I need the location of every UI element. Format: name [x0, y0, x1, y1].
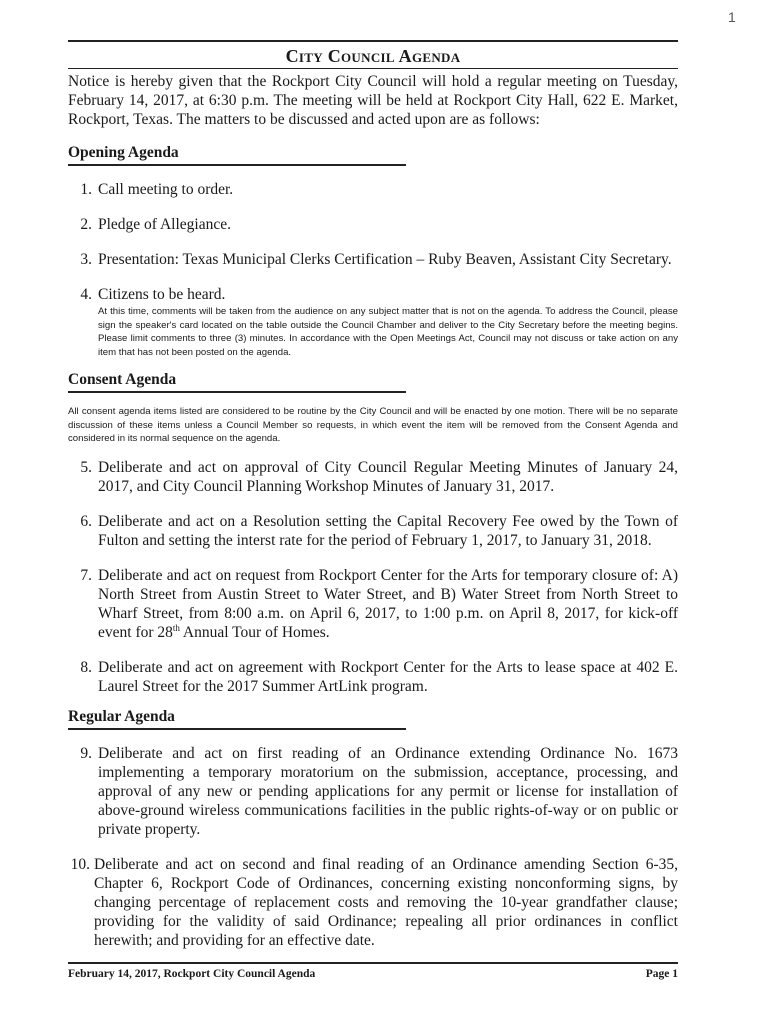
- item-number: 9.: [80, 744, 92, 762]
- agenda-item-8: [68, 658, 678, 696]
- agenda-item-10: [68, 855, 678, 950]
- page-number: 1: [728, 9, 736, 25]
- item-number: 6.: [80, 512, 92, 530]
- item-text: Presentation: Texas Municipal Clerks Certification – Ruby Beaven, Assistant City Secretary.: [98, 251, 672, 268]
- item-text: Call meeting to order.: [98, 181, 234, 198]
- item-text: Pledge of Allegiance.: [98, 216, 231, 233]
- item-text: Deliberate and act on agreement with Rockport Center for the Arts to lease space at 402 E. Laurel Street for the 2017 Summer ArtLink program.: [98, 658, 678, 695]
- consent-intro: All consent agenda items listed are considered to be routine by the City Council and will be enacted by one motion. There will be no separate discussion of these items unless a Council Member so requests, in which event the item will be removed from the Consent Agenda and considered in its normal sequence on the agenda.: [68, 406, 678, 444]
- title-underline: [68, 68, 678, 69]
- agenda-item-9: [68, 744, 678, 839]
- agenda-item-4: [68, 285, 678, 359]
- footer-page-label: Page 1: [645, 968, 678, 980]
- agenda-item-7: [68, 566, 678, 642]
- meeting-notice: Notice is hereby given that the Rockport City Council will hold a regular meeting on Tuesday, February 14, 2017, at 6:30 p.m. The meeting will be held at Rockport City Hall, 622 E. Market, Rockport, Texas. The matters to be discussed and acted upon are as follows:: [68, 73, 678, 128]
- item-number: 3.: [80, 251, 92, 268]
- opening-agenda-heading: Opening Agenda: [68, 144, 406, 166]
- footer-document-name: February 14, 2017, Rockport City Council Agenda: [68, 968, 316, 980]
- item-text: Deliberate and act on request from Rockport Center for the Arts for temporary closure of: A) North Street from Austin Street to Water Street, and B) Water Street from North Street to Wharf Street, from 8:00 a.m. on April 6, 2017, to 1:00 p.m. on April 8, 2017, for kick-off event for 28th Annual Tour of Homes.: [98, 566, 678, 641]
- page-title: City Council Agenda: [285, 46, 461, 66]
- item-number: 2.: [80, 216, 92, 233]
- item-text: Deliberate and act on approval of City Council Regular Meeting Minutes of January 24, 2017, and City Council Planning Workshop Minutes of January 31, 2017.: [98, 458, 678, 495]
- item-number: 5.: [80, 458, 92, 476]
- citizens-note: At this time, comments will be taken from the audience on any subject matter that is not on the agenda. To address the Council, please sign the speaker's card located on the table outside the Council Chamber and deliver to the City Secretary before the meeting begins. Please limit comments to three (3) minutes. In accordance with the Open Meetings Act, Council may not discuss or take action on any item that has not been posted on the agenda.: [98, 306, 678, 358]
- item-number: 8.: [80, 658, 92, 676]
- agenda-item-6: [68, 512, 678, 550]
- agenda-item-3: [68, 250, 678, 269]
- item-text: Deliberate and act on first reading of an Ordinance extending Ordinance No. 1673 implementing a temporary moratorium on the submission, acceptance, processing, and approval of any new or pending applications for any permit or license for installation of above-ground wireless communications facilities in the public rights-of-way or on public or private property.: [98, 744, 678, 838]
- regular-agenda-heading: Regular Agenda: [68, 708, 406, 730]
- item-text: Deliberate and act on a Resolution setting the Capital Recovery Fee owed by the Town of Fulton and setting the interst rate for the period of February 1, 2017, to January 31, 2018.: [98, 512, 678, 549]
- agenda-item-2: [68, 215, 678, 234]
- consent-agenda-heading: Consent Agenda: [68, 371, 406, 393]
- title-rule: [68, 40, 678, 42]
- agenda-document: [68, 40, 678, 950]
- item-number: 7.: [80, 566, 92, 584]
- item-text: Citizens to be heard.: [98, 286, 226, 303]
- item-number: 1.: [80, 181, 92, 198]
- agenda-item-1: [68, 180, 678, 199]
- item-number: 10.: [70, 855, 90, 873]
- page-footer: [68, 962, 678, 980]
- item-text: Deliberate and act on second and final reading of an Ordinance amending Section 6-35, Chapter 6, Rockport Code of Ordinances, concerning existing nonconforming signs, by changing percentage of replacement costs and removing the 10-year grandfather clause; providing for the validity of said Ordinance; repealing all prior ordinances in conflict herewith; and providing for an effective date.: [94, 855, 678, 949]
- agenda-item-5: [68, 458, 678, 496]
- item-number: 4.: [80, 286, 92, 303]
